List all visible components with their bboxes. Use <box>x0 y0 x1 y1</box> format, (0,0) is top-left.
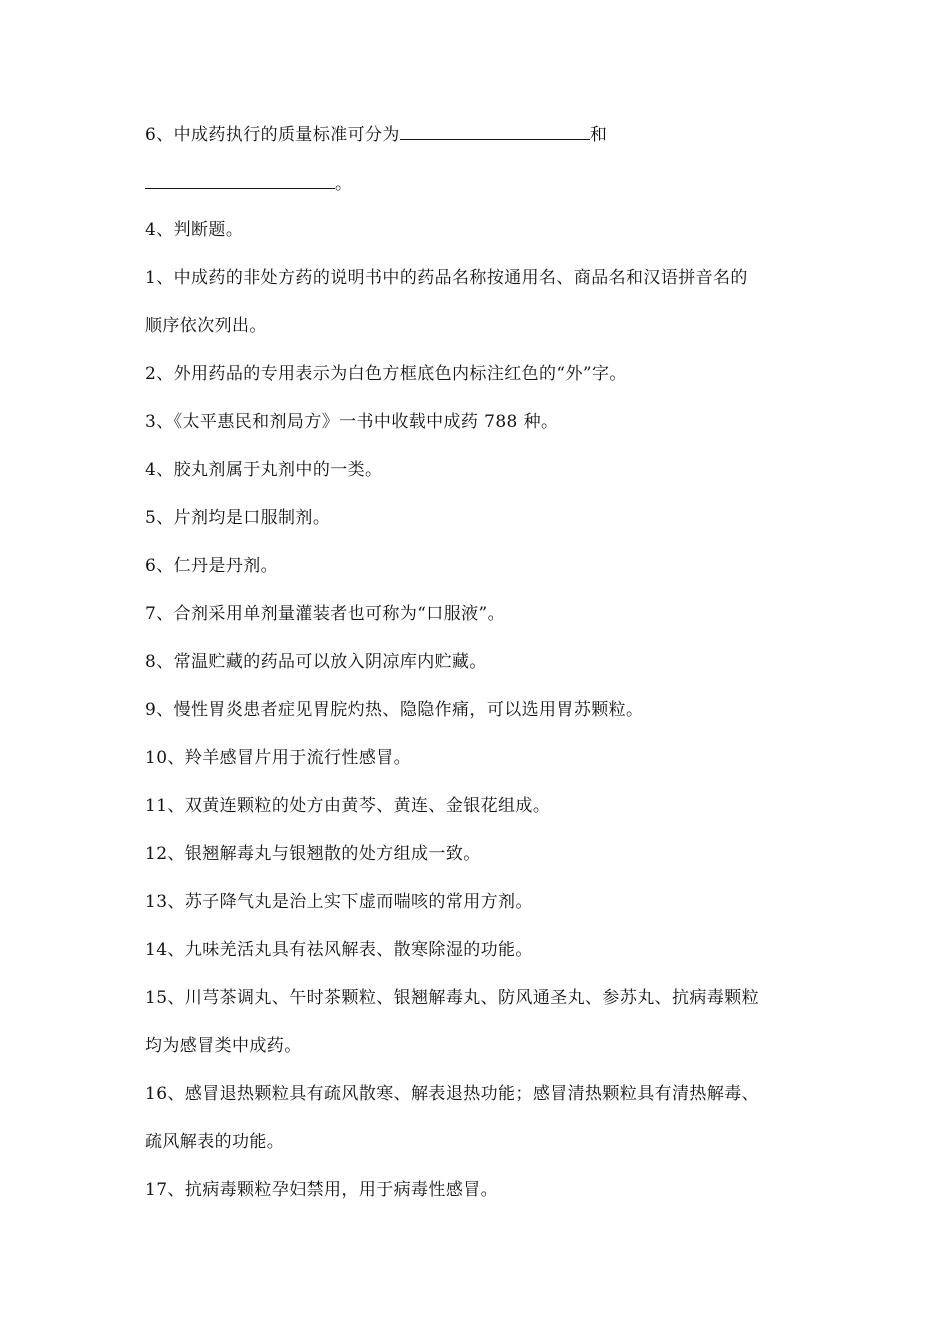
item-17: 17、抗病毒颗粒孕妇禁用，用于病毒性感冒。 <box>145 1180 499 1200</box>
fill-in-question-6 <box>145 123 607 146</box>
item-4: 4、胶丸剂属于丸剂中的一类。 <box>145 460 383 480</box>
item-7: 7、合剂采用单剂量灌装者也可称为“口服液”。 <box>145 604 505 624</box>
item-16-line-2: 疏风解表的功能。 <box>145 1132 285 1152</box>
item-9: 9、慢性胃炎患者症见胃脘灼热、隐隐作痛，可以选用胃苏颗粒。 <box>145 700 644 720</box>
item-1-line-1: 1、中成药的非处方药的说明书中的药品名称按通用名、商品名和汉语拼音名的 <box>145 268 748 288</box>
item-1-line-2: 顺序依次列出。 <box>145 316 267 336</box>
item-10: 10、羚羊感冒片用于流行性感冒。 <box>145 748 412 768</box>
item-12: 12、银翘解毒丸与银翘散的处方组成一致。 <box>145 844 481 864</box>
section-heading: 4、判断题。 <box>145 220 244 240</box>
item-6: 6、仁丹是丹剂。 <box>145 556 279 576</box>
item-15-line-1: 15、川芎茶调丸、午时茶颗粒、银翘解毒丸、防风通圣丸、参苏丸、抗病毒颗粒 <box>145 988 760 1008</box>
item-2: 2、外用药品的专用表示为白色方框底色内标注红色的“外”字。 <box>145 364 627 384</box>
item-16-line-1: 16、感冒退热颗粒具有疏风散寒、解表退热功能；感冒清热颗粒具有清热解毒、 <box>145 1084 760 1104</box>
answer-blank-1[interactable] <box>400 123 590 140</box>
question-6-text: 6、中成药执行的质量标准可分为 <box>145 125 400 145</box>
item-11: 11、双黄连颗粒的处方由黄芩、黄连、金银花组成。 <box>145 796 551 816</box>
item-3: 3、《太平惠民和剂局方》一书中收载中成药 788 种。 <box>145 412 559 432</box>
fill-in-question-6-cont <box>145 172 352 195</box>
item-13: 13、苏子降气丸是治上实下虚而喘咳的常用方剂。 <box>145 892 533 912</box>
item-15-line-2: 均为感冒类中成药。 <box>145 1036 302 1056</box>
answer-blank-2[interactable] <box>145 172 335 189</box>
item-14: 14、九味羌活丸具有祛风解表、散寒除湿的功能。 <box>145 940 533 960</box>
item-8: 8、常温贮藏的药品可以放入阴凉库内贮藏。 <box>145 652 487 672</box>
question-6-and: 和 <box>589 125 608 145</box>
question-6-end: 。 <box>335 174 353 194</box>
item-5: 5、片剂均是口服制剂。 <box>145 508 331 528</box>
